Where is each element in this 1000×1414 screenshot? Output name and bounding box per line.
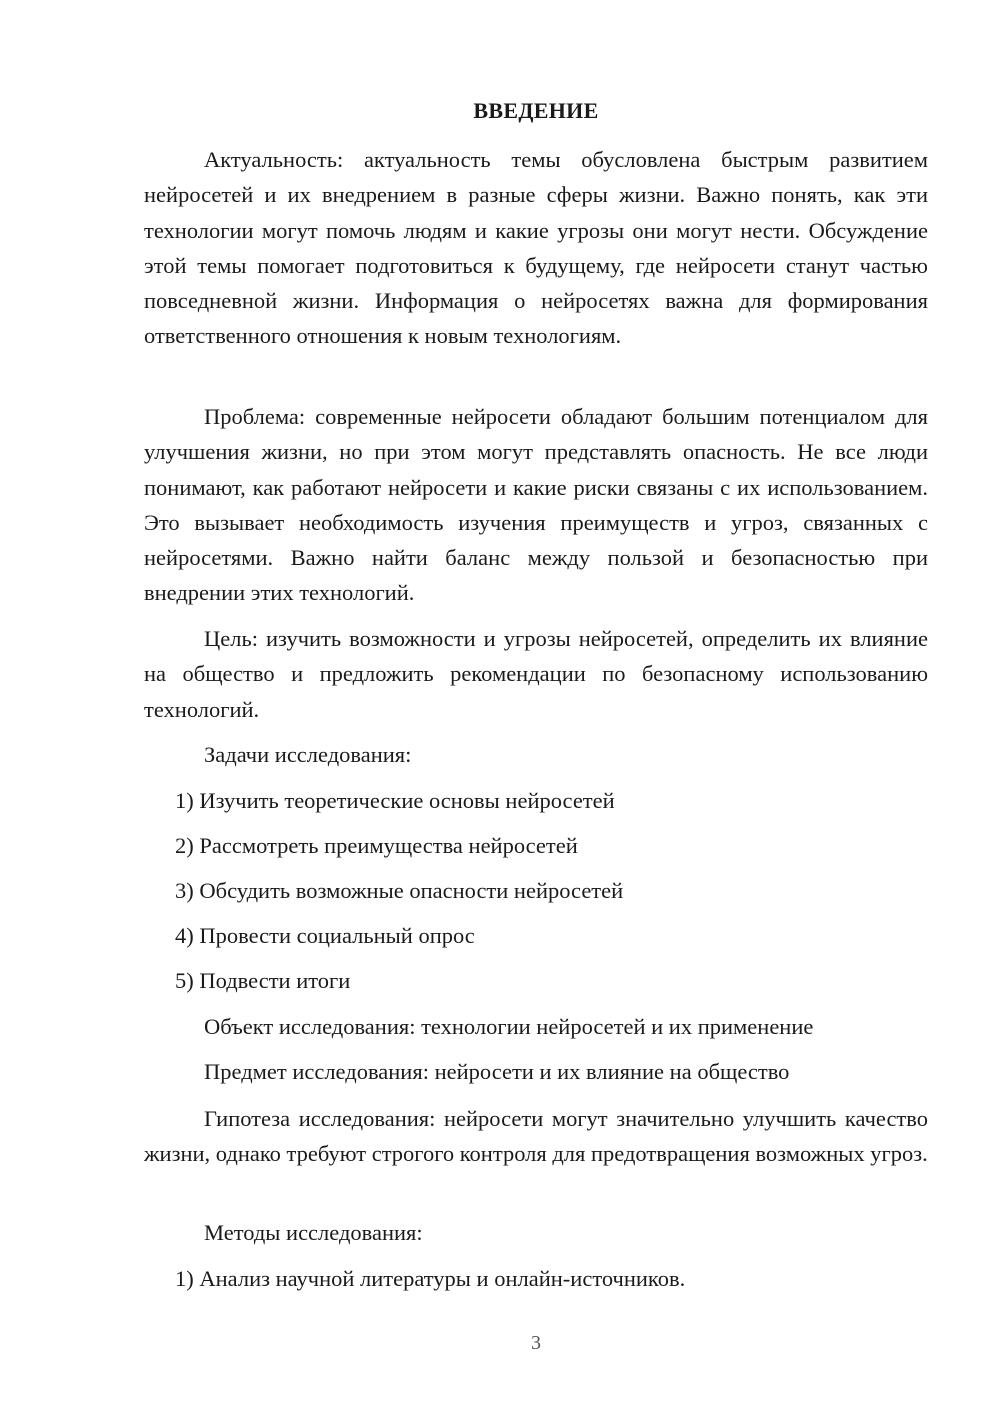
- task-item-5: 5) Подвести итоги: [175, 968, 351, 993]
- research-subject: Предмет исследования: нейросети и их влияние на общество: [204, 1059, 790, 1084]
- page-title: ВВЕДЕНИЕ: [473, 98, 599, 123]
- hypothesis-paragraph: Гипотеза исследования: нейросети могут значительно улучшить качество жизни, однако требуют строгого контроля для предотвращения возможных угроз.: [144, 1106, 928, 1167]
- task-item-1: 1) Изучить теоретические основы нейросетей: [175, 788, 615, 813]
- methods-heading: Методы исследования:: [204, 1220, 423, 1245]
- tasks-heading: Задачи исследования:: [204, 742, 412, 767]
- page-number: 3: [531, 1332, 541, 1354]
- problem-paragraph: Проблема: современные нейросети обладают большим потенциалом для улучшения жизни, но при этом могут представлять опасность. Не все люди понимают, как работают нейросети и какие риски связаны с их использованием. Это вызывает необходимость изучения преимуществ и угроз, связанных с нейросетями. Важно найти баланс между пользой и безопасностью при внедрении этих технологий.: [144, 404, 928, 606]
- goal-paragraph: Цель: изучить возможности и угрозы нейросетей, определить их влияние на общество и предложить рекомендации по безопасному использованию технологий.: [144, 626, 928, 722]
- task-item-2: 2) Рассмотреть преимущества нейросетей: [175, 833, 578, 858]
- relevance-paragraph: Актуальность: актуальность темы обусловлена быстрым развитием нейросетей и их внедрением в разные сферы жизни. Важно понять, как эти технологии могут помочь людям и какие угрозы они могут нести. Обсуждение этой темы помогает подготовиться к будущему, где нейросети станут частью повседневной жизни. Информация о нейросетях важна для формирования ответственного отношения к новым технологиям.: [144, 147, 928, 349]
- task-item-3: 3) Обсудить возможные опасности нейросетей: [175, 878, 624, 903]
- method-item-1: 1) Анализ научной литературы и онлайн-источников.: [175, 1266, 686, 1291]
- task-item-4: 4) Провести социальный опрос: [175, 923, 475, 948]
- research-object: Объект исследования: технологии нейросетей и их применение: [204, 1014, 814, 1039]
